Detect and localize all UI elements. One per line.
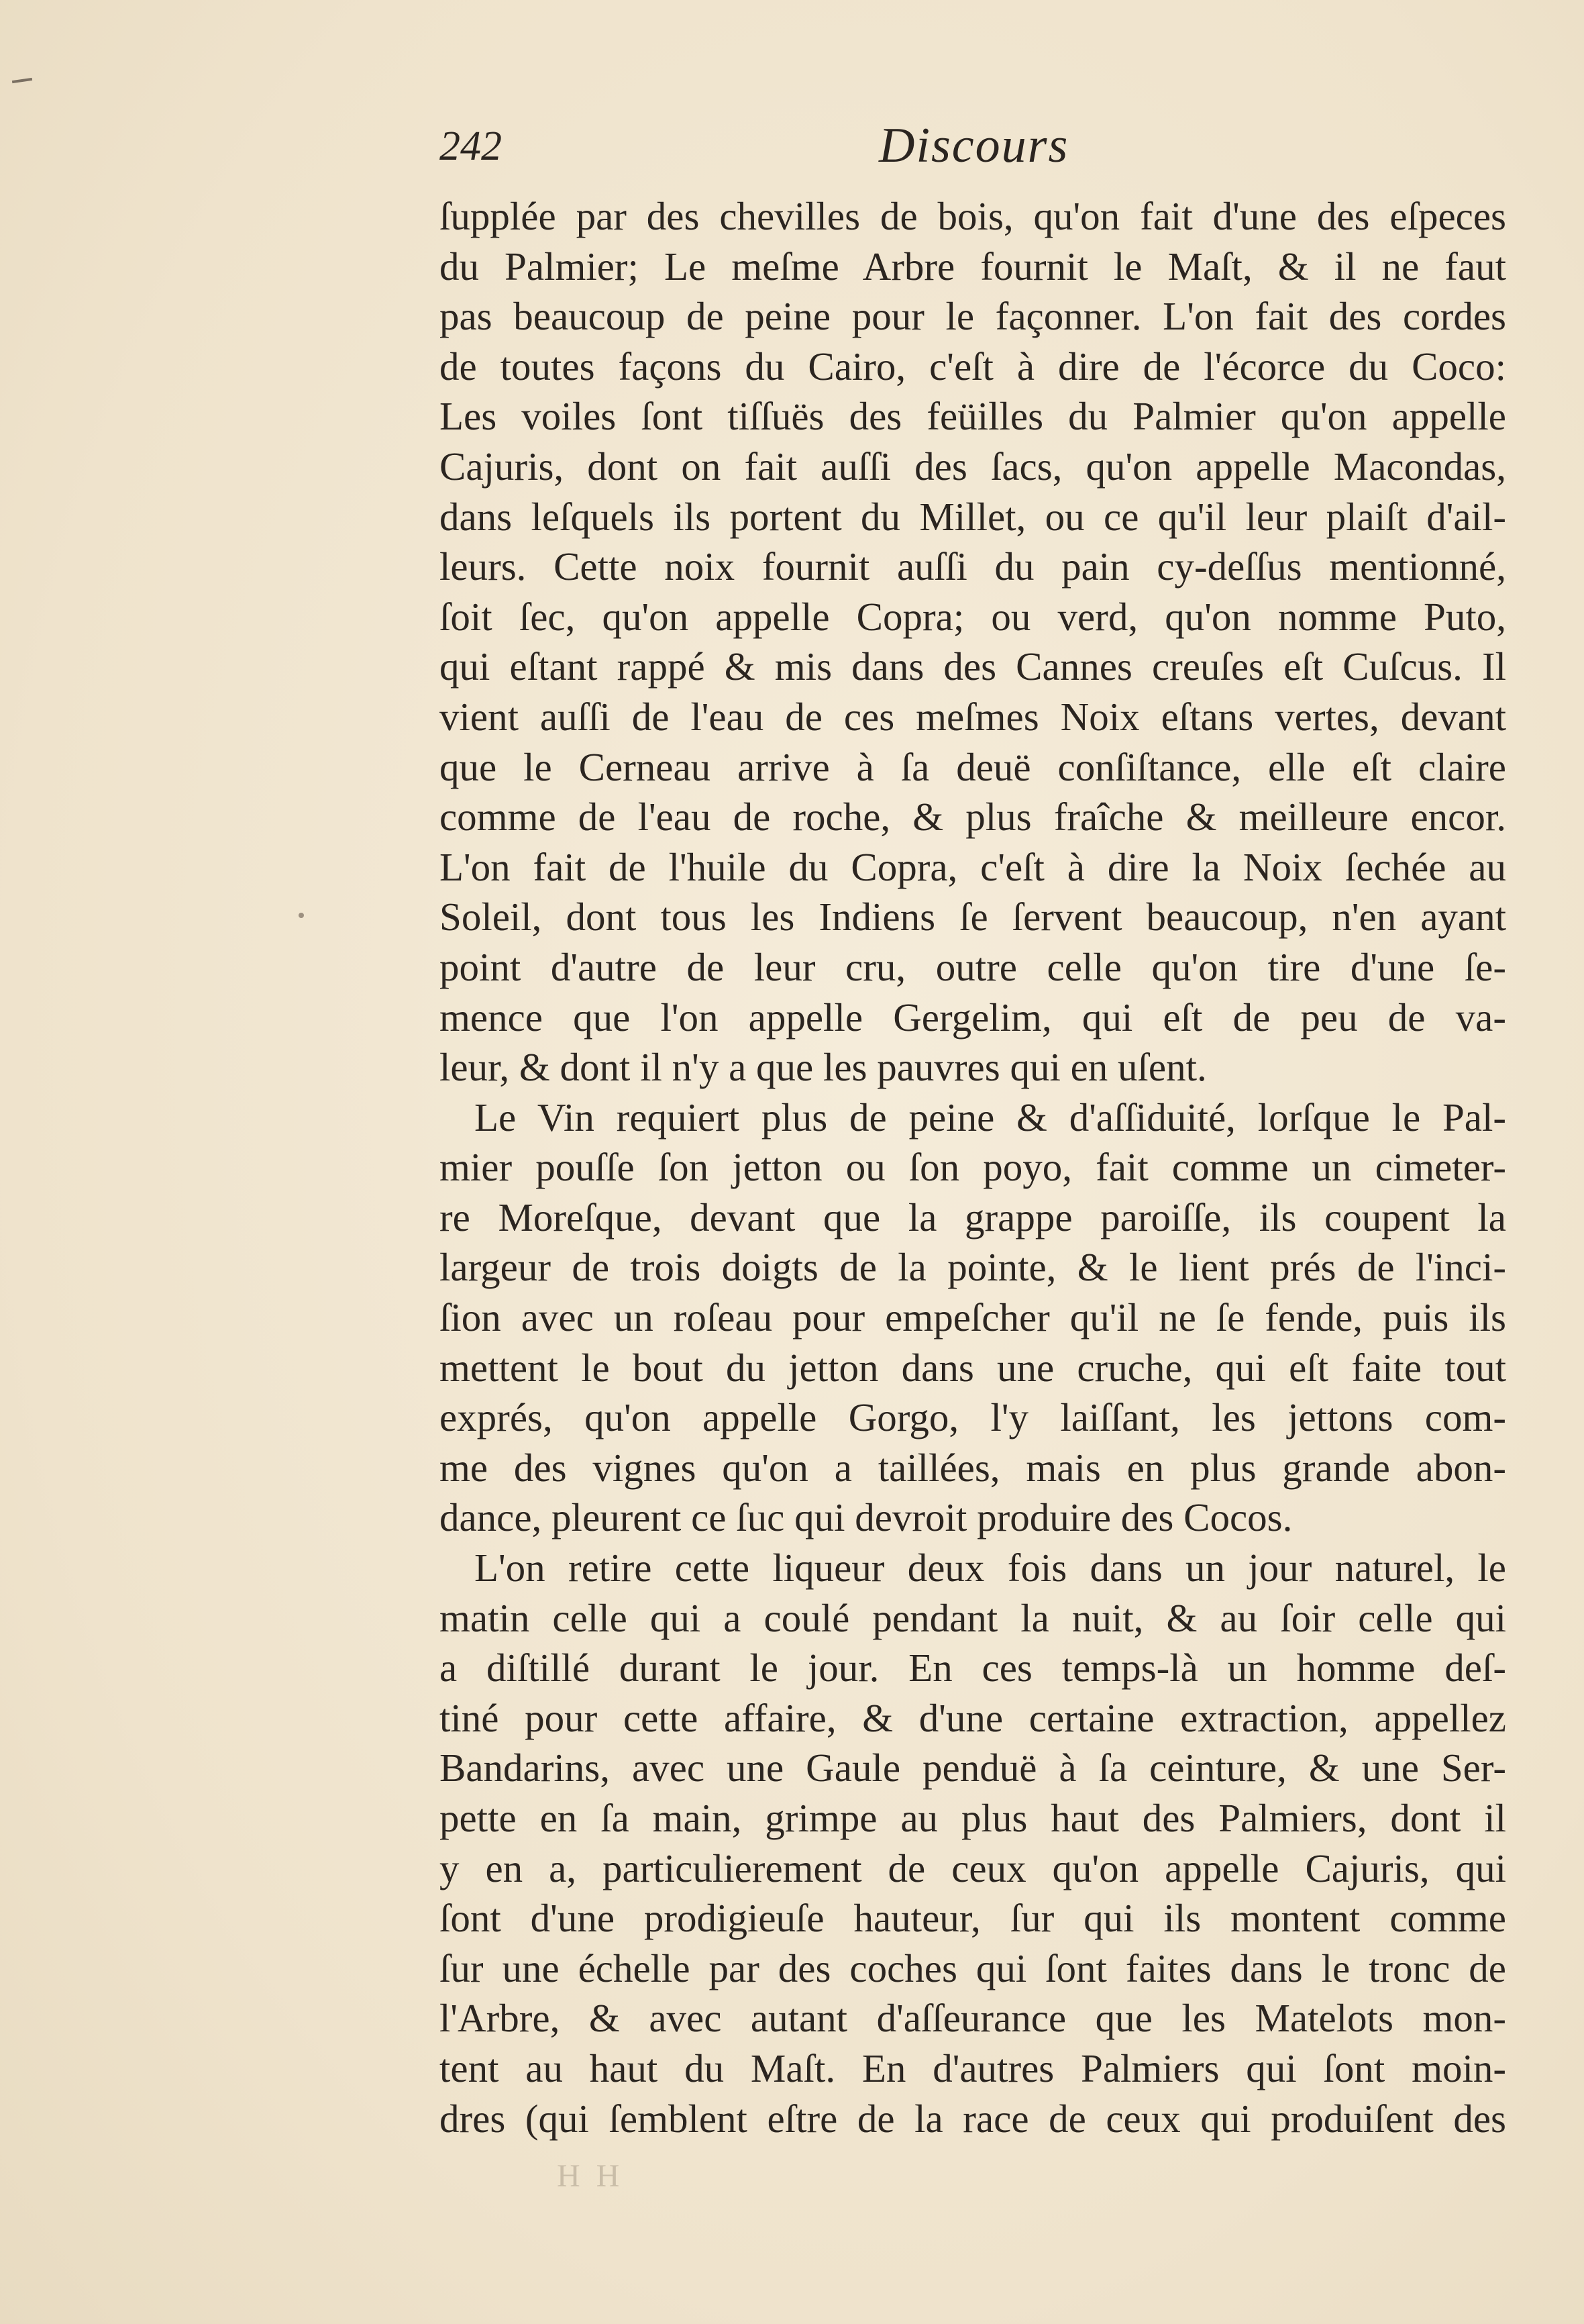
text-line: du Palmier; Le meſme Arbre fournit le Maſt, & il ne faut [439,244,1506,289]
text-line: dres (qui ſemblent eſtre de la race de ceux qui produiſent des [439,2096,1506,2141]
text-line: mier pouſſe ſon jetton ou ſon poyo, fait comme un cimeter- [439,1145,1506,1190]
text-line: y en a, particulierement de ceux qu'on appelle Cajuris, qui [439,1846,1506,1890]
text-line: que le Cerneau arrive à ſa deuë conſiſtance, elle eſt claire [439,744,1506,789]
text-line: ſont d'une prodigieuſe hauteur, ſur qui ils montent comme [439,1896,1506,1941]
bleed-through-mark: H H [557,2158,624,2194]
text-line: Cajuris, dont on fait auſſi des ſacs, qu'on appelle Macondas, [439,444,1506,489]
text-line: a diſtillé durant le jour. En ces temps-là un homme deſ- [439,1646,1506,1690]
text-line: pas beaucoup de peine pour le façonner. L'on fait des cordes [439,294,1506,339]
text-line: Le Vin requiert plus de peine & d'aſſiduité, lorſque le Pal- [474,1095,1506,1140]
text-line: ſoit ſec, qu'on appelle Copra; ou verd, qu'on nomme Puto, [439,594,1506,639]
text-line: L'on retire cette liqueur deux fois dans un jour naturel, le [474,1546,1506,1590]
text-line: tiné pour cette affaire, & d'une certaine extraction, appellez [439,1695,1506,1740]
text-line: ſur une échelle par des coches qui ſont faites dans le tronc de [439,1946,1506,1990]
text-line: leur, & dont il n'y a que les pauvres qui en uſent. [439,1045,1207,1090]
text-line: leurs. Cette noix fournit auſſi du pain cy-deſſus mentionné, [439,544,1506,589]
text-line: de toutes façons du Cairo, c'eſt à dire de l'écorce du Coco: [439,344,1506,389]
corner-mark [12,78,32,83]
running-head: Discours [879,118,1069,173]
text-line: mence que l'on appelle Gergelim, qui eſt de peu de va- [439,995,1506,1040]
text-line: qui eſtant rappé & mis dans des Cannes creuſes eſt Cuſcus. Il [439,644,1506,689]
text-line: ſupplée par des chevilles de bois, qu'on fait d'une des eſpeces [439,194,1506,238]
text-line: point d'autre de leur cru, outre celle qu'on tire d'une ſe- [439,944,1506,989]
body-text [439,191,1506,2143]
page-number: 242 [439,123,502,169]
text-line: pette en ſa main, grimpe au plus haut des Palmiers, dont il [439,1796,1506,1840]
text-line: vient auſſi de l'eau de ces meſmes Noix eſtans vertes, devant [439,694,1506,739]
text-line: L'on fait de l'huile du Copra, c'eſt à dire la Noix ſechée au [439,844,1506,889]
text-line: re Moreſque, devant que la grappe paroiſſe, ils coupent la [439,1195,1506,1240]
page-header [439,117,1506,191]
text-line: Bandarins, avec une Gaule penduë à ſa ceinture, & une Ser- [439,1746,1506,1790]
margin-speck [299,913,304,918]
text-line: dance, pleurent ce ſuc qui devroit produire des Cocos. [439,1495,1293,1540]
text-line: exprés, qu'on appelle Gorgo, l'y laiſſant, les jettons com- [439,1395,1506,1440]
text-line: Soleil, dont tous les Indiens ſe ſervent beaucoup, n'en ayant [439,895,1506,940]
text-line: comme de l'eau de roche, & plus fraîche & meilleure encor. [439,795,1506,840]
text-line: largeur de trois doigts de la pointe, & le lient prés de l'inci- [439,1245,1506,1290]
text-line: Les voiles ſont tiſſuës des feüilles du Palmier qu'on appelle [439,394,1506,439]
text-line: matin celle qui a coulé pendant la nuit, & au ſoir celle qui [439,1595,1506,1640]
text-line: dans leſquels ils portent du Millet, ou ce qu'il leur plaiſt d'ail- [439,494,1506,539]
text-line: l'Arbre, & avec autant d'aſſeurance que les Matelots mon- [439,1996,1506,2041]
text-line: me des vignes qu'on a taillées, mais en plus grande abon- [439,1445,1506,1490]
text-line: tent au haut du Maſt. En d'autres Palmiers qui ſont moin- [439,2045,1506,2090]
text-line: mettent le bout du jetton dans une cruche, qui eſt faite tout [439,1345,1506,1390]
text-line: ſion avec un roſeau pour empeſcher qu'il ne ſe fende, puis ils [439,1295,1506,1340]
